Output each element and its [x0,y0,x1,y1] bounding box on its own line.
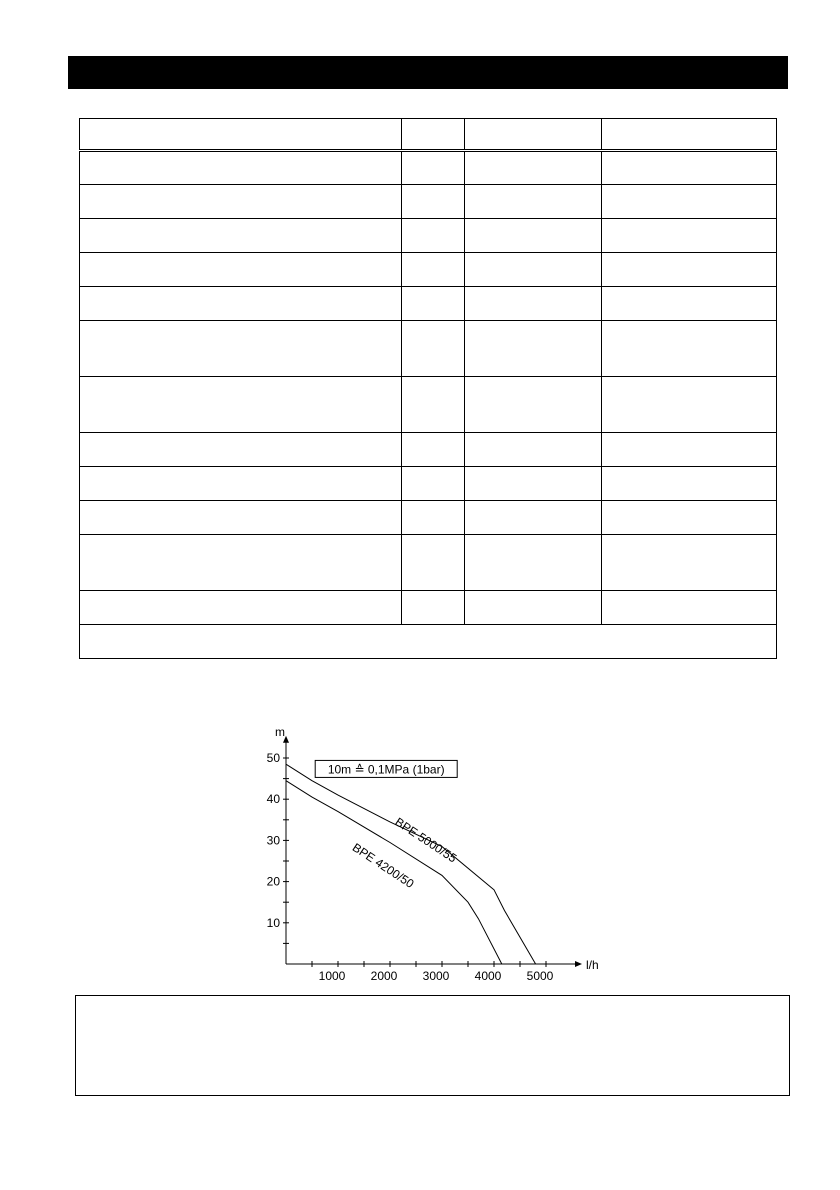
header-cell [602,119,777,151]
table-cell [465,377,602,433]
header-cell [465,119,602,151]
table-cell [465,219,602,253]
series-label: BPE 5000/55 [392,814,460,866]
table-row [80,501,777,535]
table-cell [602,433,777,467]
table-cell [602,185,777,219]
y-axis-label: m [275,724,285,739]
table-row [80,321,777,377]
chart-series [286,764,536,964]
table-cell [465,253,602,287]
table-row [80,151,777,185]
table-row [80,535,777,591]
chart-labels [275,725,599,972]
x-tick-label: 5000 [526,969,554,983]
x-tick-label: 4000 [474,969,502,983]
table-row [80,253,777,287]
y-tick-label: 30 [266,833,280,848]
header-cell [80,119,402,151]
table-cell [402,219,465,253]
table-cell [602,253,777,287]
table-cell [80,377,402,433]
table-footnote-row [80,625,777,659]
table-cell [402,535,465,591]
table-cell [602,591,777,625]
table-cell [602,287,777,321]
table-row [80,377,777,433]
table-cell [80,535,402,591]
table-cell [80,591,402,625]
x-tick-label: 2000 [370,969,398,983]
table-cell [402,467,465,501]
y-tick-label: 20 [266,874,280,889]
table-footnote-cell [80,625,777,659]
table-row [80,433,777,467]
table-cell [80,151,402,185]
table-cell [402,253,465,287]
technical-data-table [79,118,777,659]
x-tick-label: 3000 [422,969,450,983]
table-cell [465,433,602,467]
table-cell [602,535,777,591]
table-cell [402,501,465,535]
table-cell [602,467,777,501]
y-tick-label: 10 [266,915,280,930]
table-row [80,467,777,501]
table-cell [80,287,402,321]
table-cell [402,185,465,219]
table-row [80,219,777,253]
table-cell [402,321,465,377]
table-cell [465,501,602,535]
table-cell [465,467,602,501]
section-header-bar [68,56,788,89]
table-cell [80,321,402,377]
note-box [75,995,790,1096]
y-tick-label: 50 [266,751,280,765]
chart-svg [240,724,600,984]
table-cell [465,287,602,321]
table-row [80,185,777,219]
table-row [80,287,777,321]
table-cell [602,321,777,377]
table-cell [602,219,777,253]
x-axis-arrow [575,961,582,967]
table-cell [80,253,402,287]
annotation-text: 10m ≙ 0,1MPa (1bar) [327,762,445,777]
table-cell [465,321,602,377]
table-row [80,591,777,625]
table-cell [402,433,465,467]
table-cell [402,151,465,185]
table-cell [80,501,402,535]
table-cell [602,501,777,535]
table-cell [80,433,402,467]
series-label: BPE 4200/50 [349,840,417,892]
table-header-row [80,119,777,151]
table-cell [465,185,602,219]
table-cell [465,535,602,591]
table-cell [80,185,402,219]
table-cell [602,151,777,185]
table-cell [402,377,465,433]
x-axis-label: l/h [586,958,599,972]
table-cell [465,591,602,625]
table-cell [465,151,602,185]
table-cell [402,591,465,625]
series-line [286,764,536,964]
table-cell [602,377,777,433]
table-cell [402,287,465,321]
pump-performance-chart [240,724,600,984]
table-cell [80,219,402,253]
table-cell [80,467,402,501]
x-tick-label: 1000 [318,969,346,983]
y-tick-label: 40 [266,792,280,807]
chart-ticks [267,751,554,983]
header-cell [402,119,465,151]
